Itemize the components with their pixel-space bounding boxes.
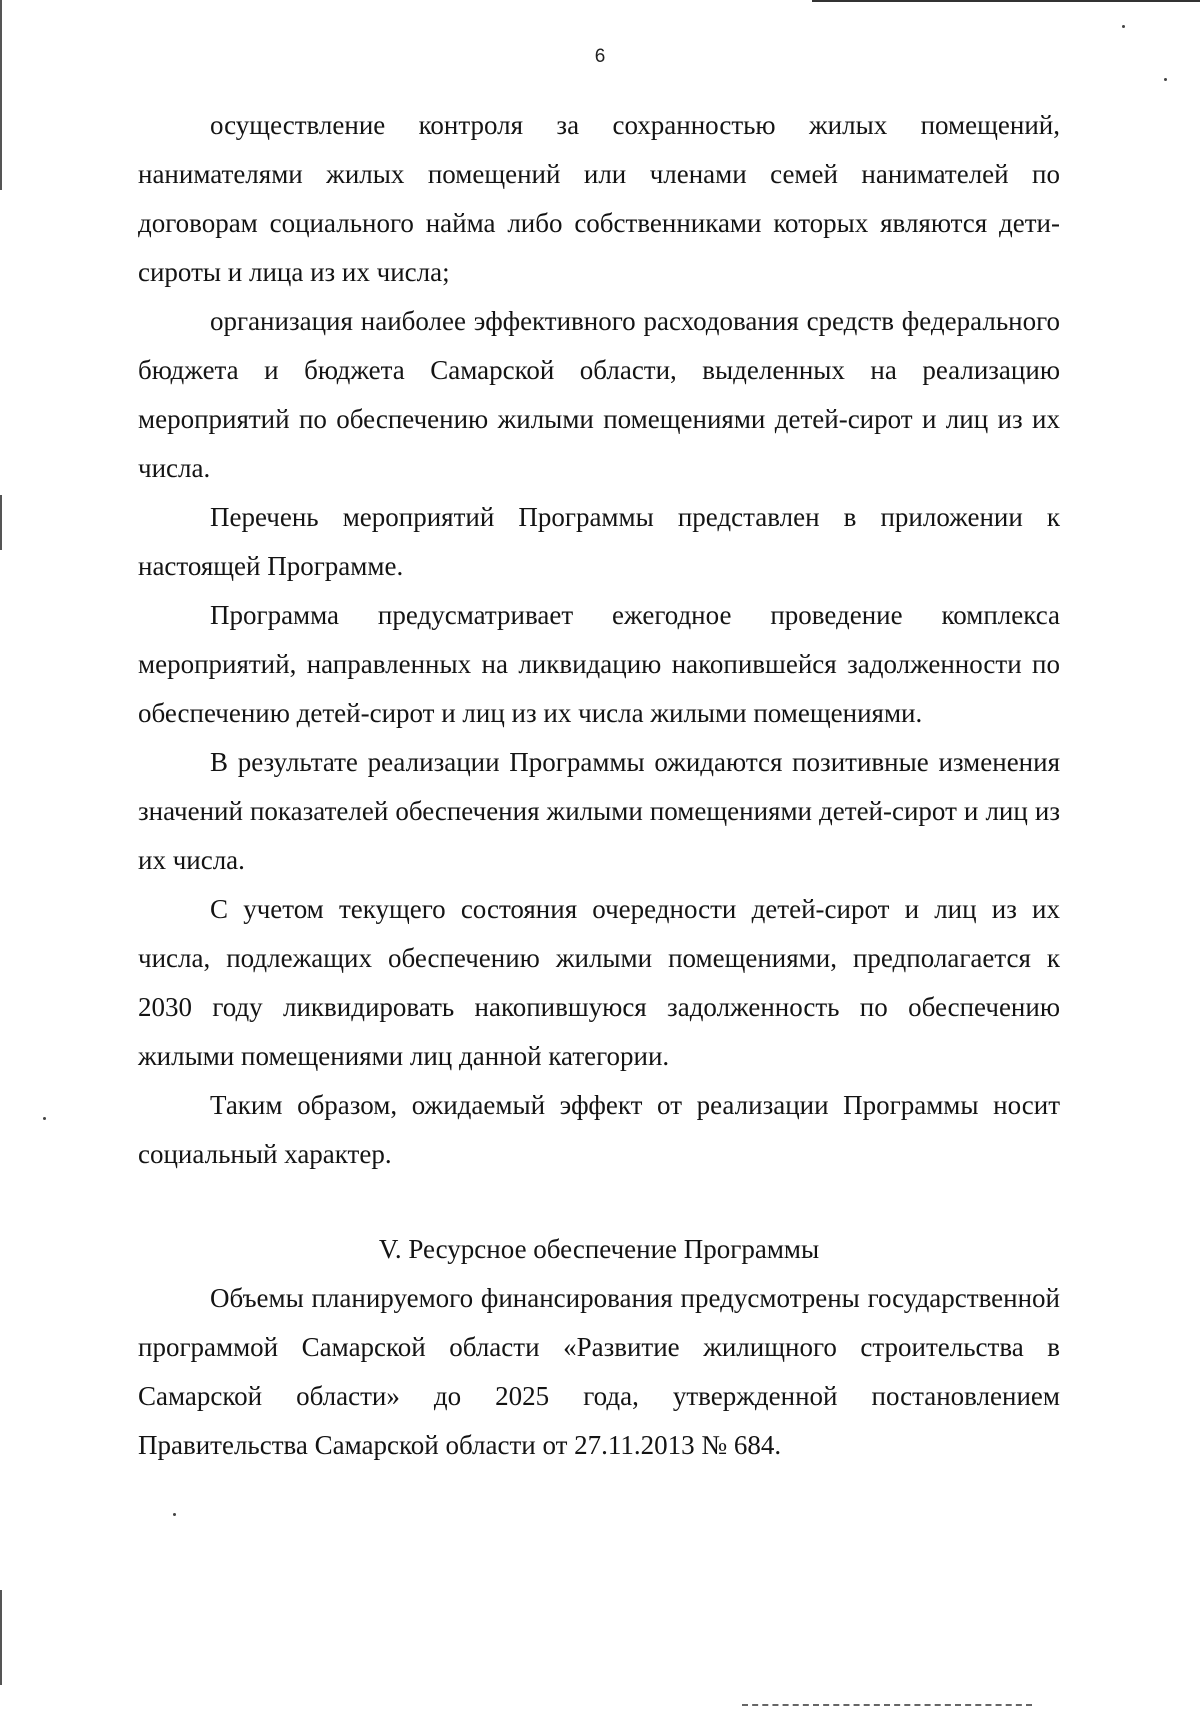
scan-speck [1164,78,1167,81]
scan-speck [43,1117,46,1120]
paragraph: Программа предусматривает ежегодное проведение комплекса мероприятий, направленных на ликвидацию накопившейся задолженности по обеспечению детей-сирот и лиц из их числа жилыми помещениями. [138,600,1060,728]
paragraph: В результате реализации Программы ожидаются позитивные изменения значений показателей обеспечения жилыми помещениями детей-сирот и лиц из их числа. [138,747,1060,875]
scan-edge-line-bottom [742,1704,1032,1708]
paragraph: Перечень мероприятий Программы представлен в приложении к настоящей Программе. [138,502,1060,581]
section-heading: V. Ресурсное обеспечение Программы [378,1234,820,1264]
page-number: 6 [594,46,606,67]
scan-left-edge [0,0,2,190]
scan-speck [173,1513,176,1516]
paragraph: организация наиболее эффективного расходования средств федерального бюджета и бюджета Самарской области, выделенных на реализацию мероприятий по обеспечению жилыми помещениями детей-сирот и лиц из их числа. [138,306,1060,483]
scan-edge-line-top [812,0,1200,2]
paragraph: С учетом текущего состояния очередности детей-сирот и лиц из их числа, подлежащих обеспечению жилыми помещениями, предполагается к 2030 году ликвидировать накопившуюся задолженность по обеспечению жилыми помещениями лиц данной категории. [138,894,1060,1071]
scan-left-edge [0,495,2,550]
paragraph: Таким образом, ожидаемый эффект от реализации Программы носит социальный характер. [138,1090,1060,1169]
paragraph: осуществление контроля за сохранностью жилых помещений, нанимателями жилых помещений или членами семей нанимателей по договорам социального найма либо собственниками которых являются дети-сироты и лица из их числа; [138,110,1060,287]
paragraph: Объемы планируемого финансирования предусмотрены государственной программой Самарской области «Развитие жилищного строительства в Самарской области» до 2025 года, утвержденной постановлением Правительства Самарской области от 27.11.2013 № 684. [138,1283,1060,1460]
document-body [138,101,1060,1470]
scan-speck [1122,25,1125,28]
scan-left-edge [0,1590,2,1685]
